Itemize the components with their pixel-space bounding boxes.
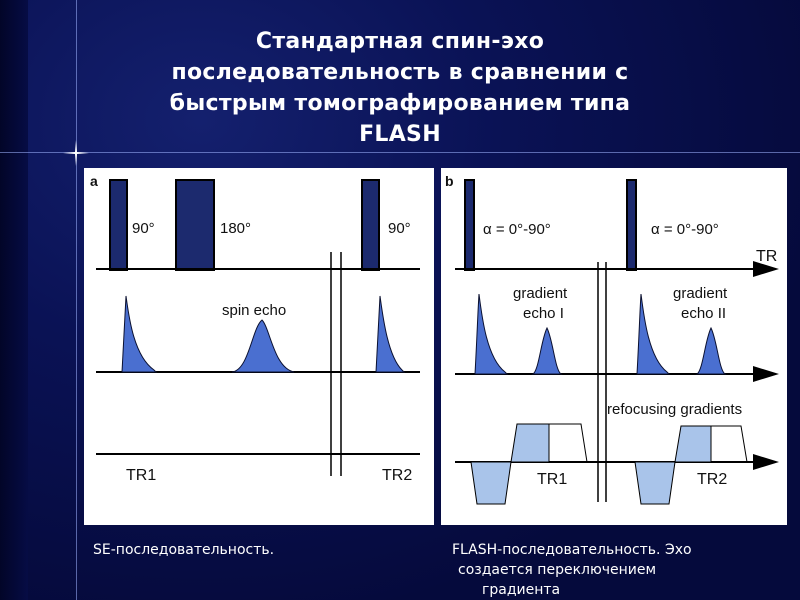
echo-label-first-line1: gradient	[513, 285, 568, 302]
pulse-90-first	[110, 180, 127, 270]
caption-flash-line3: градиента	[482, 582, 561, 598]
fid-signal-first	[475, 294, 507, 374]
panel-a-svg	[84, 168, 434, 525]
echo-label-first-line2: echo I	[523, 305, 564, 322]
tr2-label: TR2	[697, 471, 728, 488]
spin-echo-label: spin echo	[222, 302, 287, 319]
alpha-label-first: α = 0°-90°	[483, 221, 551, 238]
tr-axis-label: TR	[756, 248, 778, 265]
title-line: последовательность в сравнении с	[171, 60, 629, 85]
pulse-label-90-first: 90°	[132, 220, 155, 237]
decor-line-vertical	[76, 0, 77, 600]
fid-signal-second	[376, 296, 404, 372]
decor-line-horizontal	[0, 152, 800, 153]
slide-title	[100, 26, 700, 150]
caption-flash-line2: создается переключением	[458, 562, 657, 578]
panel-a-letter: a	[90, 173, 98, 189]
gradient-echo-signal-second	[697, 328, 725, 374]
caption-se: SE-последовательность.	[93, 542, 275, 558]
dephasing-lobe-second	[635, 462, 675, 504]
fid-signal-first	[122, 296, 156, 372]
tr1-label: TR1	[126, 467, 157, 484]
title-line: FLASH	[359, 122, 441, 147]
caption-flash-line1: FLASH-последовательность. Эхо	[452, 542, 692, 558]
readout-lobe-second-a	[675, 426, 711, 462]
pulse-90-second	[362, 180, 379, 270]
panel-b-svg	[441, 168, 787, 525]
title-line: быстрым томографированием типа	[169, 91, 631, 116]
gradient-echo-signal-first	[533, 328, 561, 374]
pulse-180	[176, 180, 214, 270]
title-line: Стандартная спин-эхо	[255, 29, 545, 54]
readout-lobe-first-a	[511, 424, 549, 462]
echo-label-second-line2: echo II	[681, 305, 727, 322]
alpha-pulse-first	[465, 180, 474, 270]
panel-b-flash-diagram	[441, 168, 787, 525]
caption-flash	[452, 540, 792, 600]
pulse-label-180: 180°	[220, 220, 252, 237]
alpha-label-second: α = 0°-90°	[651, 221, 719, 238]
tr1-label: TR1	[537, 471, 568, 488]
sparkle-icon	[63, 140, 89, 166]
pulse-label-90-second: 90°	[388, 220, 411, 237]
gradient-axis-arrow-icon	[753, 454, 779, 470]
signal-axis-arrow-icon	[753, 366, 779, 382]
refocus-label: refocusing gradients	[607, 401, 743, 418]
panel-b-letter: b	[445, 173, 454, 189]
spin-echo-signal	[232, 320, 294, 372]
alpha-pulse-second	[627, 180, 636, 270]
panel-a-spin-echo-diagram	[84, 168, 434, 525]
readout-lobe-second-b	[711, 426, 747, 462]
tr2-label: TR2	[382, 467, 413, 484]
echo-label-second-line1: gradient	[673, 285, 728, 302]
readout-lobe-first-b	[549, 424, 587, 462]
fid-signal-second	[637, 294, 669, 374]
dephasing-lobe-first	[471, 462, 511, 504]
left-decor-band	[0, 0, 28, 600]
